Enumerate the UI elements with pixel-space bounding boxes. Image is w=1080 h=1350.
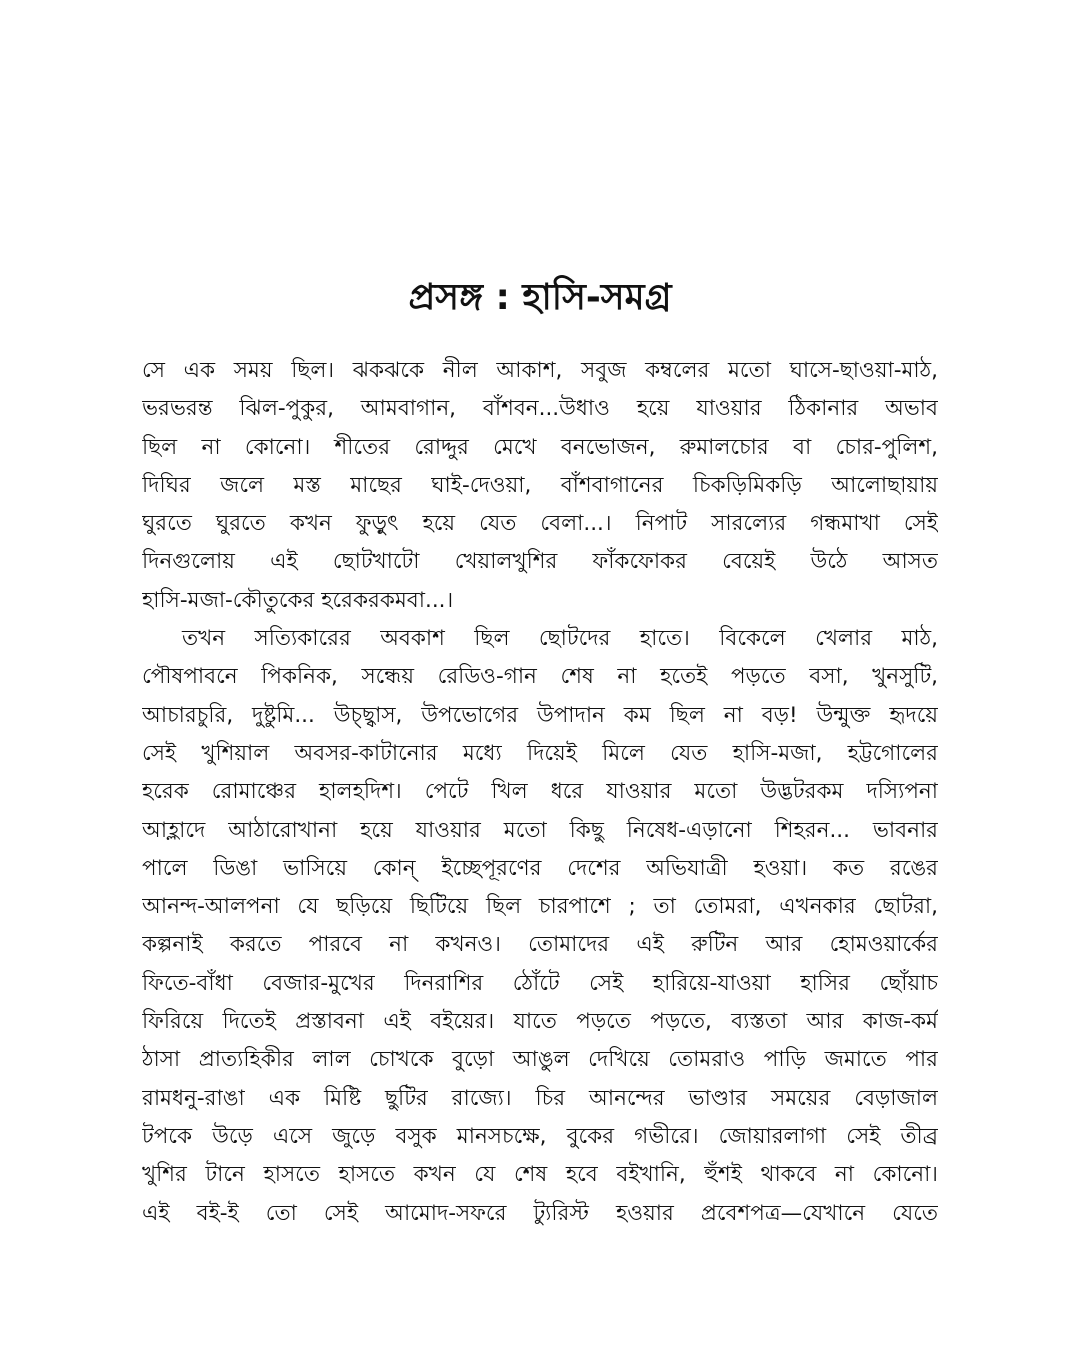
page-title: প্রসঙ্গ : হাসি-সমগ্র xyxy=(408,277,672,318)
text-line: ছিল না কোনো। শীতের রোদ্দুর মেখে বনভোজন, রুমালচোর বা চোর-পুলিশ, xyxy=(142,434,938,460)
text-line: হরেক রোমাঞ্চের হালহদিশ। পেটে খিল ধরে যাওয়ার মতো উদ্ভটরকম দস্যিপনা xyxy=(142,779,938,805)
text-line: পালে ডিঙা ভাসিয়ে কোন্ ইচ্ছেপূরণের দেশের অভিযাত্রী হওয়া। কত রঙের xyxy=(142,855,938,881)
text-line: দিঘির জলে মস্ত মাছের ঘাই-দেওয়া, বাঁশবাগানের চিকড়িমিকড়ি আলোছায়ায় xyxy=(142,472,938,498)
text-line: ফিতে-বাঁধা বেজার-মুখের দিনরাশির ঠোঁটে সেই হারিয়ে-যাওয়া হাসির ছোঁয়াচ xyxy=(142,970,938,996)
text-line: ভরভরন্ত ঝিল-পুকুর, আমবাগান, বাঁশবন...উধাও হয়ে যাওয়ার ঠিকানার অভাব xyxy=(142,396,938,422)
text-line: ফিরিয়ে দিতেই প্রস্তাবনা এই বইয়ের। যাতে পড়তে পড়তে, ব্যস্ততা আর কাজ-কর্ম xyxy=(142,1009,938,1035)
text-line: সেই খুশিয়াল অবসর-কাটানোর মধ্যে দিয়েই মিলে যেত হাসি-মজা, হট্টগোলের xyxy=(142,740,938,766)
text-line: সে এক সময় ছিল। ঝকঝকে নীল আকাশ, সবুজ কম্বলের মতো ঘাসে-ছাওয়া-মাঠ, xyxy=(142,358,938,383)
text-line: ঠাসা প্রাত্যহিকীর লাল চোখকে বুড়ো আঙুল দেখিয়ে তোমরাও পাড়ি জমাতে পার xyxy=(142,1047,938,1073)
text-line: পৌষপাবনে পিকনিক, সন্ধেয় রেডিও-গান শেষ না হতেই পড়তে বসা, খুনসুটি, xyxy=(142,664,938,690)
text-line: দিনগুলোয় এই ছোটখাটো খেয়ালখুশির ফাঁকফোকর বেয়েই উঠে আসত xyxy=(142,549,938,575)
text-line: কল্পনাই করতে পারবে না কখনও। তোমাদের এই রুটিন আর হোমওয়ার্কের xyxy=(142,932,938,958)
text-line: হাসি-মজা-কৌতুকের হরেকরকমবা...। xyxy=(142,587,454,613)
paragraph-1 xyxy=(142,352,938,620)
text-line: রামধনু-রাঙা এক মিষ্টি ছুটির রাজ্যে। চির আনন্দের ভাণ্ডার সময়ের বেড়াজাল xyxy=(142,1085,938,1111)
text-line: টপকে উড়ে এসে জুড়ে বসুক মানসচক্ষে, বুকের গভীরে। জোয়ারলাগা সেই তীব্র xyxy=(142,1123,938,1149)
text-line: খুশির টানে হাসতে হাসতে কখন যে শেষ হবে বইখানি, হুঁশই থাকবে না কোনো। xyxy=(142,1162,938,1188)
body-text xyxy=(142,352,938,1233)
text-line: আনন্দ-আলপনা যে ছড়িয়ে ছিটিয়ে ছিল চারপাশে ; তা তোমরা, এখনকার ছোটরা, xyxy=(142,894,938,920)
text-line: আচারচুরি, দুষ্টুমি... উচ্ছ্বাস, উপভোগের উপাদান কম ছিল না বড়! উন্মুক্ত হৃদয়ে xyxy=(142,702,938,728)
text-line: আহ্লাদে আঠারোখানা হয়ে যাওয়ার মতো কিছু নিষেধ-এড়ানো শিহরন... ভাবনার xyxy=(142,817,938,843)
paragraph-2 xyxy=(142,620,938,1233)
text-line: ঘুরতে ঘুরতে কখন ফুড়ুৎ হয়ে যেত বেলা...। নিপাট সারল্যের গন্ধমাখা সেই xyxy=(142,511,938,537)
text-line: এই বই-ই তো সেই আমোদ-সফরে ট্যুরিস্ট হওয়ার প্রবেশপত্র—যেখানে যেতে xyxy=(142,1200,938,1226)
text-line: তখন সত্যিকারের অবকাশ ছিল ছোটদের হাতে। বিকেলে খেলার মাঠ, xyxy=(182,626,938,652)
